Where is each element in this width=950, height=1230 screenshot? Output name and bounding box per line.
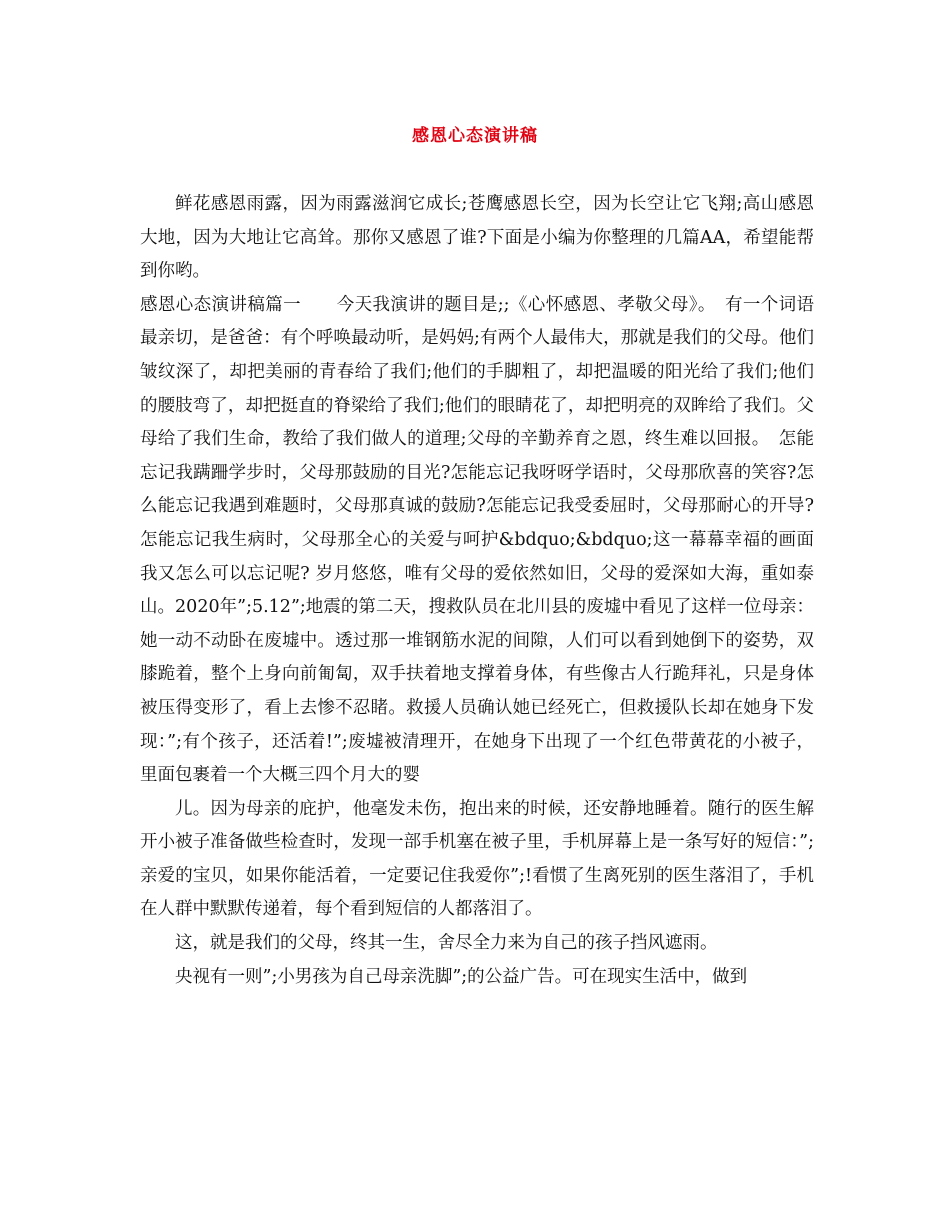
paragraph-speech-one: 感恩心态演讲稿篇一 今天我演讲的题目是;;《心怀感恩、孝敬父母》。 有一个词语最亲切，是爸爸：有个呼唤最动听，是妈妈;有两个人最伟大，那就是我们的父母。他们皱纹深了，却把美丽的青春给了我们;他们的手脚粗了，却把温暖的阳光给了我们;他们的腰肢弯了，却把挺直的脊梁给了我们;他们的眼睛花了，却把明亮的双眸给了我们。父母给了我们生命，教给了我们做人的道理;父母的辛勤养育之恩，终生难以回报。 怎能忘记我蹒跚学步时，父母那鼓励的目光?怎能忘记我呀呀学语时，父母那欣喜的笑容?怎么能忘记我遇到难题时，父母那真诚的鼓励?怎能忘记我受委屈时，父母那耐心的开导?怎能忘记我生病时，父母那全心的关爱与呵护&bdquo;&bdquo;这一幕幕幸福的画面我又怎么可以忘记呢? 岁月悠悠，唯有父母的爱依然如旧，父母的爱深如大海，重如泰山。2020年”;5.12”;地震的第二天，搜救队员在北川县的废墟中看见了这样一位母亲：她一动不动卧在废墟中。透过那一堆钢筋水泥的间隙，人们可以看到她倒下的姿势，双膝跪着，整个上身向前匍匐，双手扶着地支撑着身体，有些像古人行跪拜礼，只是身体被压得变形了，看上去惨不忍睹。救援人员确认她已经死亡，但救援队长却在她身下发现：”;有个孩子，还活着!”;废墟被清理开，在她身下出现了一个红色带黄花的小被子，里面包裹着一个大概三四个月大的婴 bbox=[140, 294, 814, 786]
paragraph-ad: 央视有一则”;小男孩为自己母亲洗脚”;的公益广告。可在现实生活中，做到 bbox=[175, 966, 748, 987]
paragraph-parents: 这，就是我们的父母，终其一生，舍尽全力来为自己的孩子挡风遮雨。 bbox=[175, 933, 718, 954]
document-title: 感恩心态演讲稿 bbox=[412, 126, 538, 146]
paragraph-baby-story: 儿。因为母亲的庇护，他毫发未伤，抱出来的时候，还安静地睡着。随行的医生解开小被子准备做些检查时，发现一部手机塞在被子里，手机屏幕上是一条写好的短信：”;亲爱的宝贝，如果你能活着，一定要记住我爱你”;!看惯了生离死别的医生落泪了，手机在人群中默默传递着，每个看到短信的人都落泪了。 bbox=[140, 798, 814, 920]
document-body bbox=[140, 188, 814, 994]
paragraph-intro: 鲜花感恩雨露，因为雨露滋润它成长;苍鹰感恩长空，因为长空让它飞翔;高山感恩大地，因为大地让它高耸。那你又感恩了谁?下面是小编为你整理的几篇AA，希望能帮到你哟。 bbox=[140, 194, 814, 282]
